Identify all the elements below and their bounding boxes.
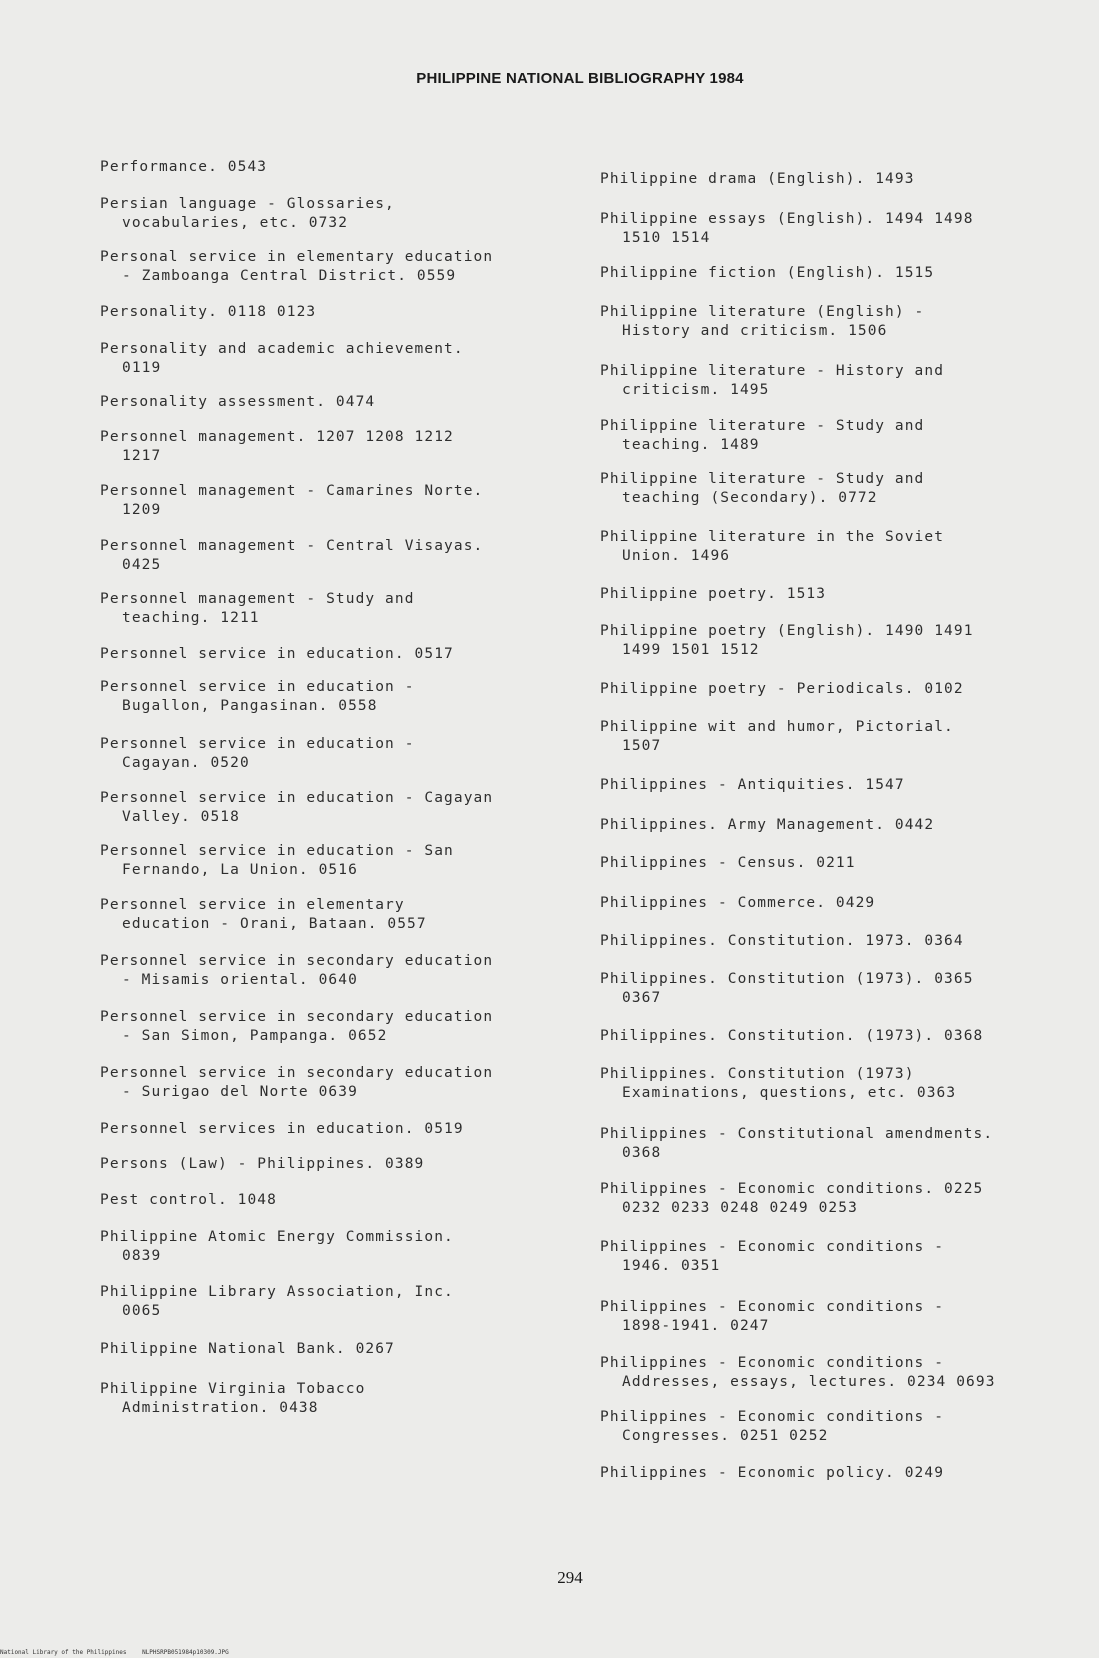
index-entry: Philippines - Economic conditions. 0225 0232 0233 0248 0249 0253 [600, 1181, 984, 1216]
index-entry: Philippines - Economic policy. 0249 [600, 1465, 945, 1481]
index-entry: Philippine drama (English). 1493 [600, 171, 915, 187]
index-entry: Philippine literature - Study and teaching (Secondary). 0772 [600, 471, 925, 506]
index-entry: Philippine poetry - Periodicals. 0102 [600, 681, 964, 697]
index-entry: Philippine National Bank. 0267 [100, 1341, 395, 1357]
index-entry: Philippines - Commerce. 0429 [600, 895, 876, 911]
index-entry: Philippine Virginia Tobacco Administration. 0438 [100, 1381, 366, 1416]
index-entry: Performance. 0543 [100, 159, 268, 175]
index-entry: Philippines - Economic conditions - 1946. 0351 [600, 1239, 945, 1274]
index-entry: Philippine poetry (English). 1490 1491 1499 1501 1512 [600, 623, 974, 658]
index-entry: Personnel service in elementary education - Orani, Bataan. 0557 [100, 897, 427, 932]
index-entry: Personnel management - Central Visayas. 0425 [100, 538, 484, 573]
page-title: PHILIPPINE NATIONAL BIBLIOGRAPHY 1984 [416, 70, 744, 87]
index-entry: Philippine wit and humor, Pictorial. 1507 [600, 719, 954, 754]
index-entry: Philippine essays (English). 1494 1498 1510 1514 [600, 211, 974, 246]
index-entry: Personality. 0118 0123 [100, 304, 317, 320]
index-entry: Personnel service in secondary education - San Simon, Pampanga. 0652 [100, 1009, 494, 1044]
index-entry: Personality and academic achievement. 0119 [100, 341, 464, 376]
index-entry: Philippine poetry. 1513 [600, 586, 827, 602]
index-entry: Philippine Library Association, Inc. 0065 [100, 1284, 454, 1319]
index-entry: Personality assessment. 0474 [100, 394, 376, 410]
index-entry: Personnel service in education. 0517 [100, 646, 454, 662]
index-entry: Philippine literature - History and criticism. 1495 [600, 363, 945, 398]
index-entry: Philippines - Economic conditions - Addresses, essays, lectures. 0234 0693 [600, 1355, 996, 1390]
index-entry: Pest control. 1048 [100, 1192, 277, 1208]
index-entry: Personnel management. 1207 1208 1212 1217 [100, 429, 454, 464]
index-entry: Philippine fiction (English). 1515 [600, 265, 935, 281]
index-entry: Philippines - Constitutional amendments. 0368 [600, 1126, 994, 1161]
index-entry: Persons (Law) - Philippines. 0389 [100, 1156, 425, 1172]
index-entry: Philippines. Constitution (1973) Examinations, questions, etc. 0363 [600, 1066, 957, 1101]
index-entry: Personnel service in education - Cagayan Valley. 0518 [100, 790, 494, 825]
index-entry: Philippine literature - Study and teaching. 1489 [600, 418, 925, 453]
index-entry: Personnel service in secondary education - Misamis oriental. 0640 [100, 953, 494, 988]
index-entry: Philippines - Antiquities. 1547 [600, 777, 905, 793]
index-entry: Personnel service in secondary education - Surigao del Norte 0639 [100, 1065, 494, 1100]
index-entry: Philippines - Economic conditions - 1898-1941. 0247 [600, 1299, 945, 1334]
index-entry: Philippines. Army Management. 0442 [600, 817, 935, 833]
index-entry: Personnel service in education - Cagayan. 0520 [100, 736, 415, 771]
index-entry: Philippine literature (English) - History and criticism. 1506 [600, 304, 925, 339]
index-entry: Personnel management - Study and teaching. 1211 [100, 591, 415, 626]
index-entry: Personnel services in education. 0519 [100, 1121, 464, 1137]
page-number: 294 [557, 1568, 583, 1587]
footer-library: National Library of the Philippines [0, 1649, 127, 1656]
index-entry: Personnel service in education - Bugallon, Pangasinan. 0558 [100, 679, 415, 714]
footer-file: NLPHSRPB051984p10309.JPG [142, 1649, 229, 1656]
index-entry: Personnel management - Camarines Norte. 1209 [100, 483, 484, 518]
index-entry: Philippines. Constitution. (1973). 0368 [600, 1028, 984, 1044]
index-entry: Philippine Atomic Energy Commission. 0839 [100, 1229, 454, 1264]
index-entry: Personal service in elementary education - Zamboanga Central District. 0559 [100, 249, 494, 284]
index-entry: Persian language - Glossaries, vocabularies, etc. 0732 [100, 196, 395, 231]
index-entry: Personnel service in education - San Fernando, La Union. 0516 [100, 843, 454, 878]
scan-footer [0, 1649, 1099, 1656]
index-entry: Philippines. Constitution. 1973. 0364 [600, 933, 964, 949]
index-entry: Philippines. Constitution (1973). 0365 0367 [600, 971, 974, 1006]
index-entry: Philippines - Census. 0211 [600, 855, 856, 871]
index-entry: Philippines - Economic conditions - Congresses. 0251 0252 [600, 1409, 945, 1444]
index-entry: Philippine literature in the Soviet Union. 1496 [600, 529, 945, 564]
